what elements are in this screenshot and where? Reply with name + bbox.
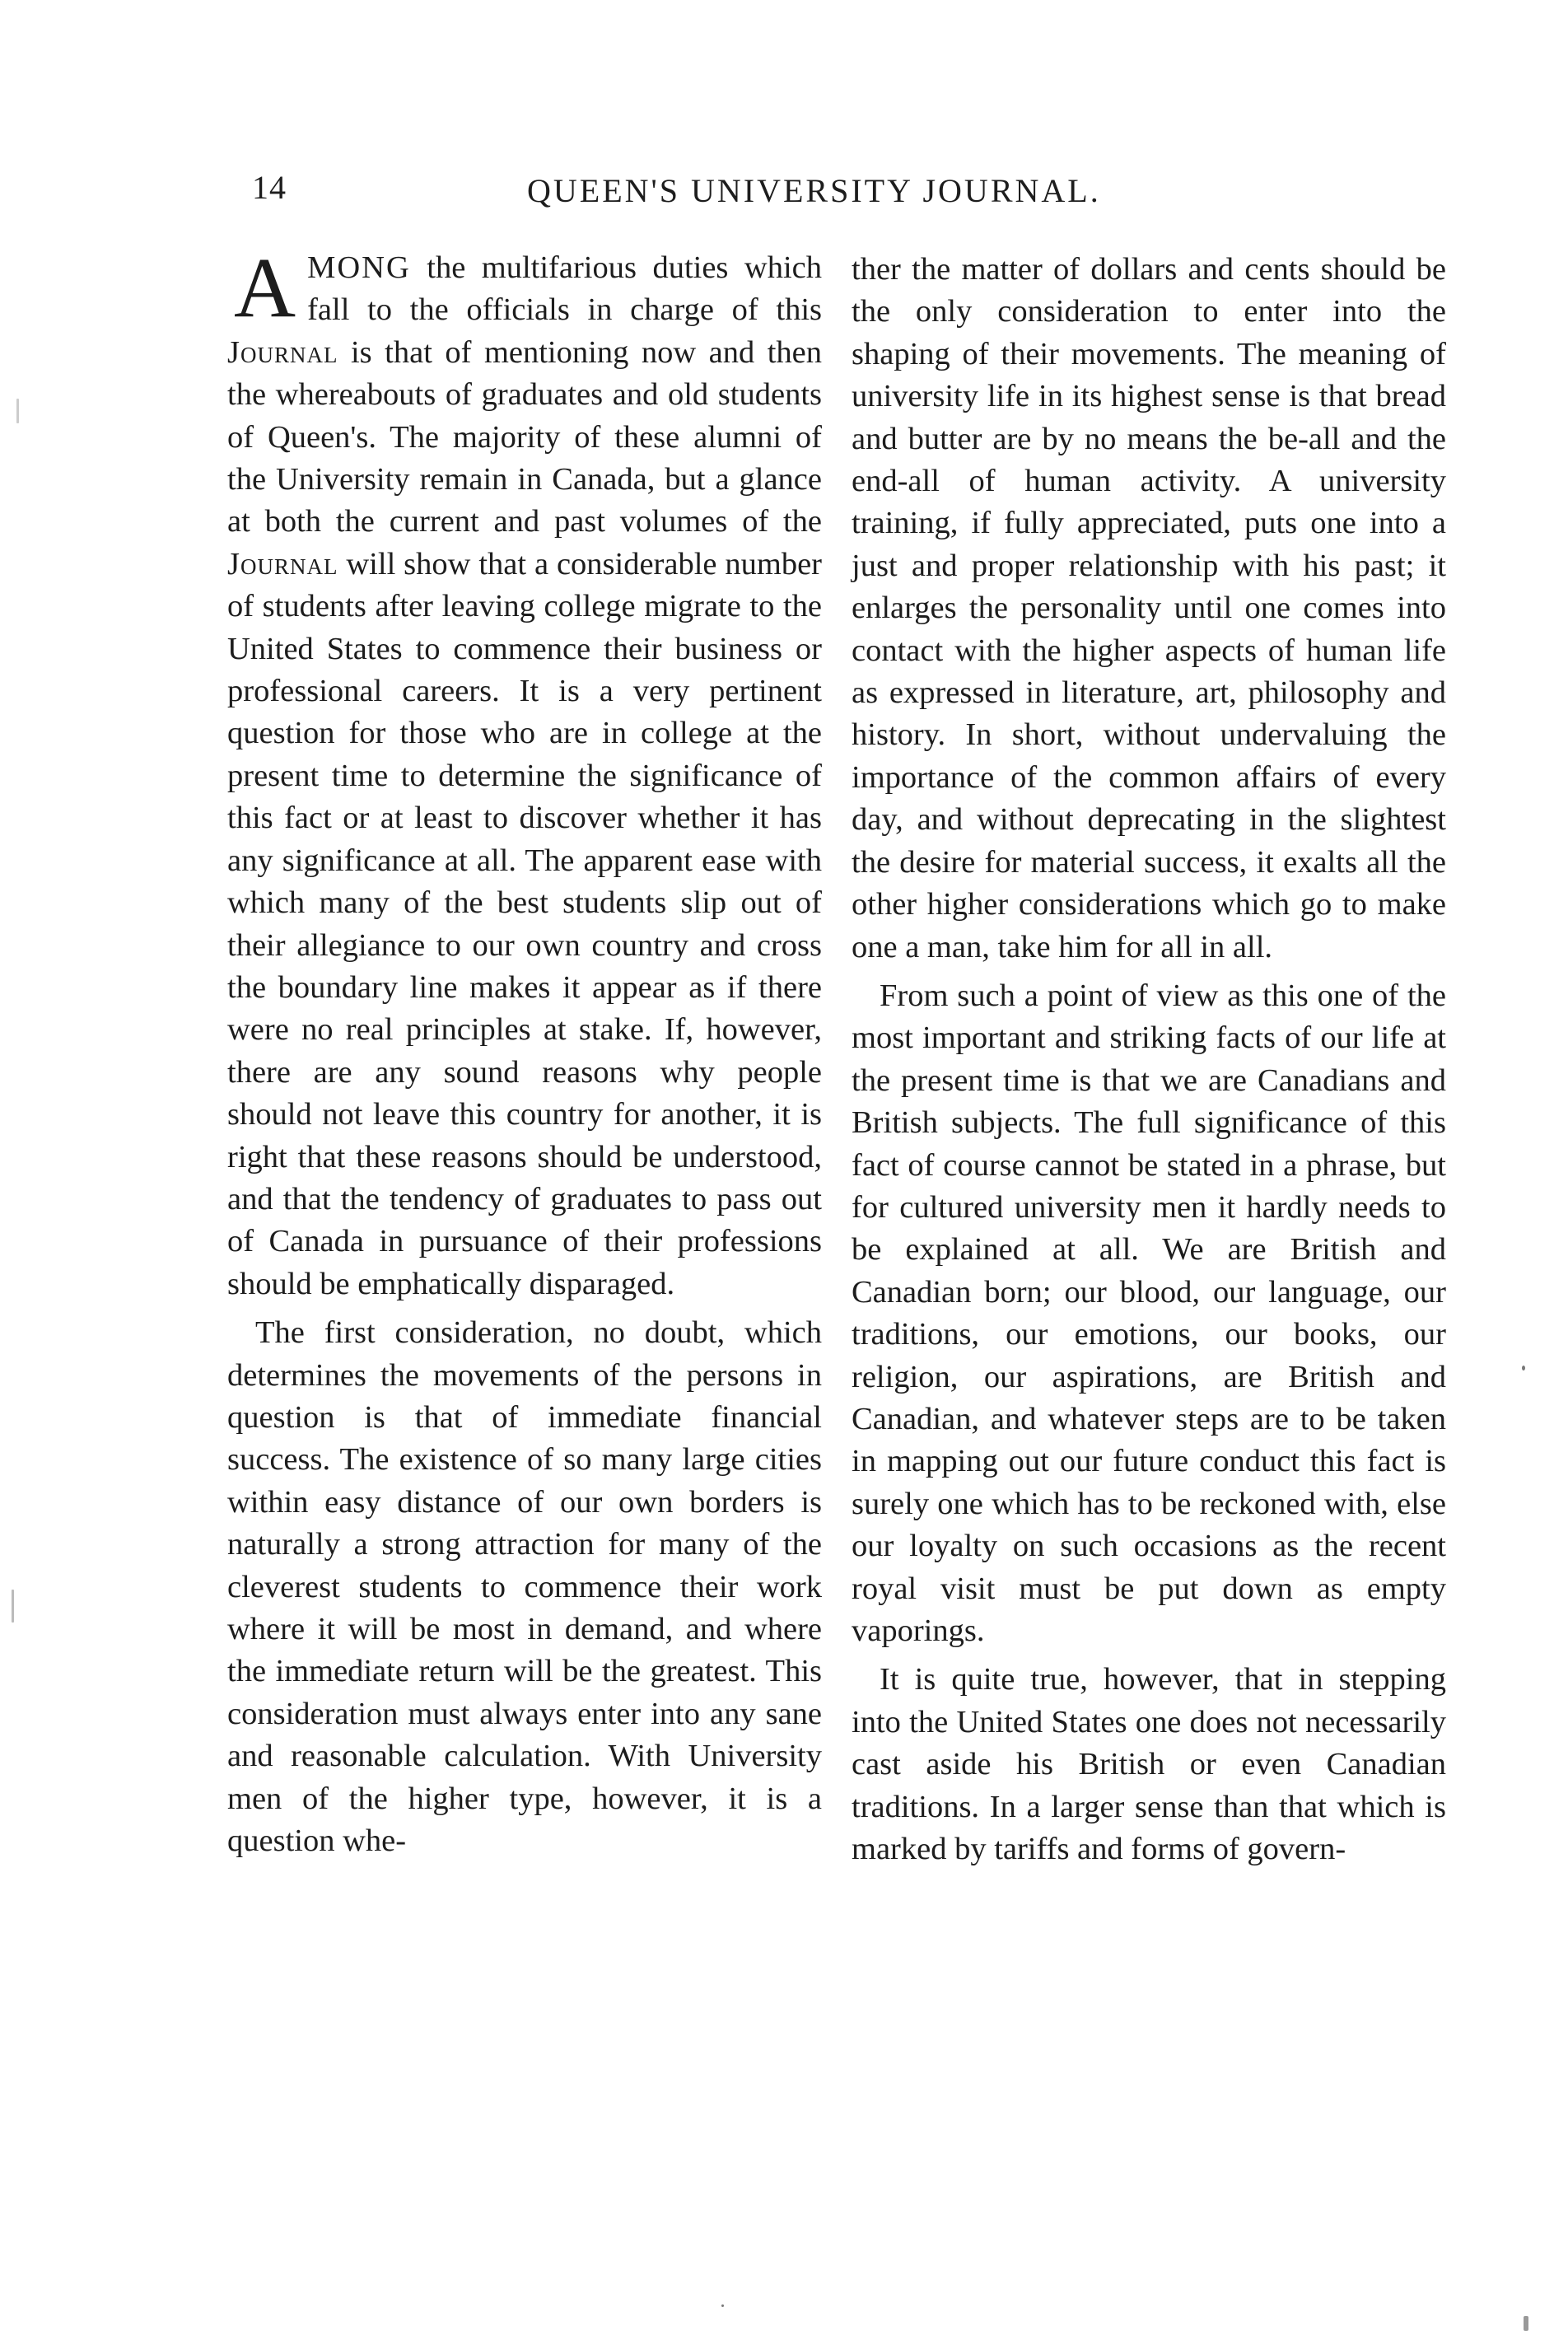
paragraph-text: the multifarious duties which fall to the officials in charge of this xyxy=(307,250,822,328)
speck xyxy=(721,2304,724,2307)
drop-initial: A xyxy=(234,240,296,335)
page-number: 14 xyxy=(252,169,287,206)
journal-name-smallcaps: Journal xyxy=(227,546,338,581)
lead-caps: MONG xyxy=(307,250,411,285)
journal-name-smallcaps: Journal xyxy=(227,334,338,370)
speck xyxy=(12,1590,14,1623)
paragraph-text: is that of mentioning now and then the whereabouts of graduates and old students of Queen's. The majority of these alumni of the University remain in Canada, but a glance at both the current and past volumes of the xyxy=(227,334,822,539)
speck xyxy=(1524,2316,1528,2331)
paragraph-text: will show that a considerable number of students after leaving college migrate to the United States to commence their business or professional careers. It is a very pertinent question for those who are in college at the present time to determine the significance of this fact or at least to discover whether it has any significance at all. The apparent ease with which many of the best students slip out of their allegiance to our own country and cross the boundary line makes it appear as if there were no real principles at stake. If, however, there are any sound reasons why people should not leave this country for another, it is right that these reasons should be understood, and that the tendency of graduates to pass out of Canada in pursuance of their professions should be emphatically disparaged. xyxy=(227,546,822,1301)
right-paragraph-1: ther the matter of dollars and cents should be the only consideration to enter into the shaping of their movements. The meaning of university life in its highest sense is that bread and butter are by no means the be-all and the end-all of human activity. A university training, if fully appreciated, puts one into a just and proper relationship with his past; it enlarges the personality until one comes into contact with the higher aspects of human life as expressed in literature, art, philosophy and history. In short, without undervaluing the importance of the common affairs of every day, and without deprecating in the slightest the desire for material success, it exalts all the other higher considerations which go to make one a man, take him for all in all. xyxy=(852,252,1446,964)
right-column xyxy=(852,249,1446,1877)
left-paragraph-2: The first consideration, no doubt, which determines the movements of the persons in question is that of immediate financial success. The existence of so many large cities within easy distance of our own borders is naturally a strong attraction for many of the cleverest students to commence their work where it will be most in demand, and where the immediate return will be the greatest. This consideration must always enter into any sane and reasonable calculation. With University men of the higher type, however, it is a question whe- xyxy=(227,1315,822,1859)
left-paragraph-1 xyxy=(227,240,822,1305)
journal-title: QUEEN'S UNIVERSITY JOURNAL. xyxy=(527,172,1101,209)
right-paragraph-3: It is quite true, however, that in stepping into the United States one does not necessarily cast aside his British or even Canadian traditions. In a larger sense than that which is marked by tariffs and forms of govern- xyxy=(852,1662,1446,1867)
running-head xyxy=(0,168,1568,217)
speck xyxy=(16,399,19,423)
right-paragraph-2: From such a point of view as this one of the most important and striking facts of our life at the present time is that we are Canadians and British subjects. The full significance of this fact of course cannot be stated in a phrase, but for cultured university men it hardly needs to be explained at all. We are British and Canadian born; our blood, our language, our traditions, our emotions, our books, our religion, our aspirations, are British and Canadian, and whatever steps are to be taken in mapping out our future conduct this fact is surely one which has to be reckoned with, else our loyalty on such occasions as the recent royal visit must be put down as empty vaporings. xyxy=(852,978,1446,1648)
speck xyxy=(1522,1366,1525,1370)
left-column xyxy=(227,240,822,1869)
